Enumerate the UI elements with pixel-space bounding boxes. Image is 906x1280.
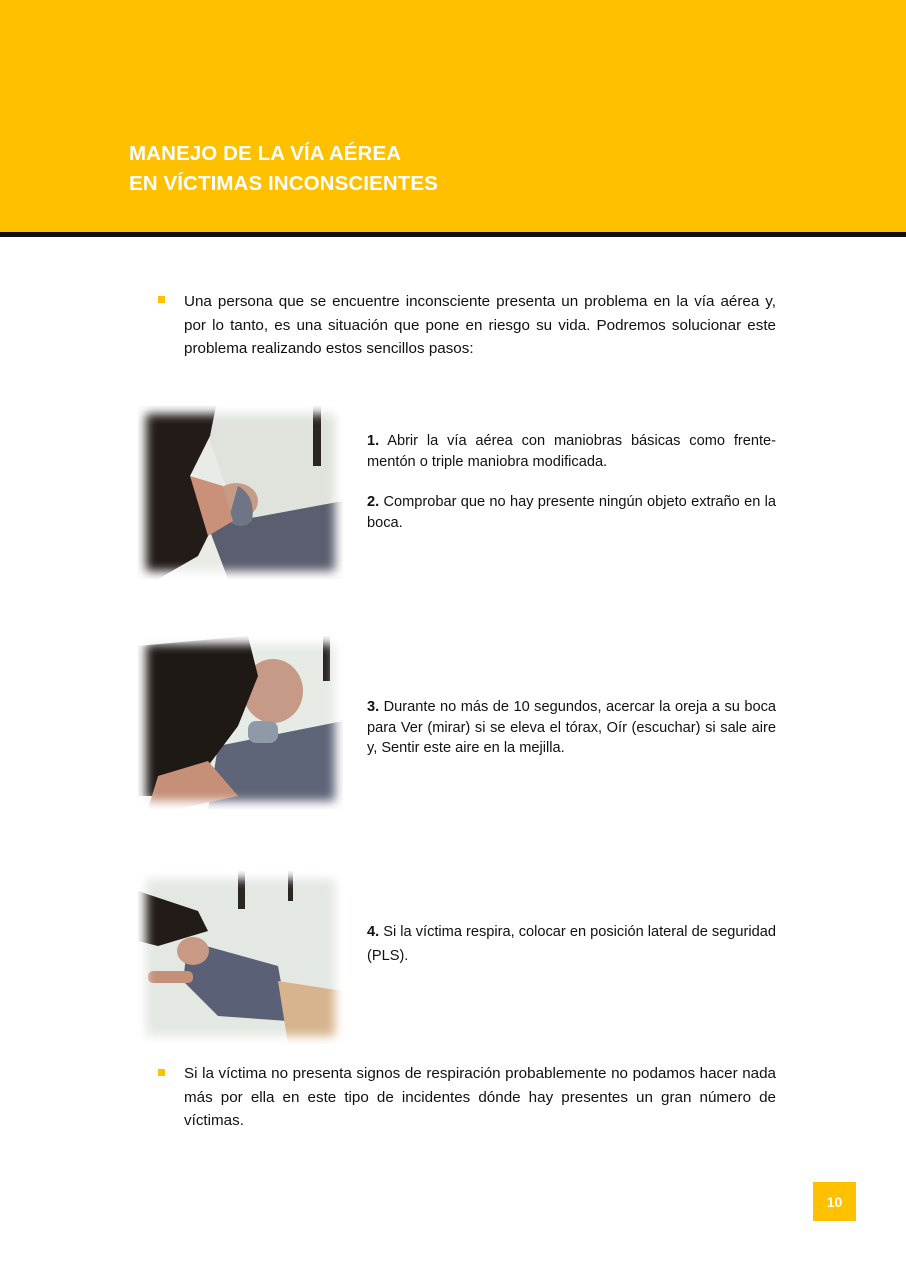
intro-paragraph: Una persona que se encuentre inconsciente presenta un problema en la vía aérea y, por lo tanto, es una situación que pone en riesgo su vida. Podremos solucionar este problema realizando estos sencillos pasos: xyxy=(184,293,776,357)
step-number: 1. xyxy=(367,433,380,449)
photo-head-tilt xyxy=(138,406,343,579)
closing-paragraph: Si la víctima no presenta signos de respiración probablemente no podamos hacer nada más por ella en este tipo de incidentes dónde hay presentes un gran número de víctimas. xyxy=(184,1065,776,1129)
title-line-1: MANEJO DE LA VÍA AÉREA xyxy=(129,142,402,165)
step-3 xyxy=(367,697,776,759)
step-number: 4. xyxy=(367,924,380,940)
step-text: Abrir la vía aérea con maniobras básicas como frente-mentón o triple maniobra modificada. xyxy=(367,433,776,470)
step-number: 2. xyxy=(367,494,380,510)
step-number: 3. xyxy=(367,699,380,715)
header-divider xyxy=(0,232,906,237)
photo-look-listen-feel xyxy=(138,636,343,809)
step-3-text xyxy=(367,697,776,759)
photo-recovery-position xyxy=(138,871,343,1044)
page-number: 10 xyxy=(813,1182,856,1221)
step-4 xyxy=(367,921,776,968)
bullet-marker xyxy=(158,1069,165,1076)
step-text: Durante no más de 10 segundos, acercar la oreja a su boca para Ver (mirar) si se eleva el tórax, Oír (escuchar) si sale aire y, Sentir este aire en la mejilla. xyxy=(367,699,776,756)
step-text: Si la víctima respira, colocar en posición lateral de seguridad (PLS). xyxy=(367,924,776,964)
step-2 xyxy=(367,492,776,533)
bullet-marker xyxy=(158,296,165,303)
title-line-2: EN VÍCTIMAS INCONSCIENTES xyxy=(129,172,438,195)
step-1 xyxy=(367,431,776,472)
page-title xyxy=(129,139,438,199)
step-4-text xyxy=(367,921,776,968)
step-text: Comprobar que no hay presente ningún objeto extraño en la boca. xyxy=(367,494,776,531)
step-1-2-text xyxy=(367,431,776,533)
